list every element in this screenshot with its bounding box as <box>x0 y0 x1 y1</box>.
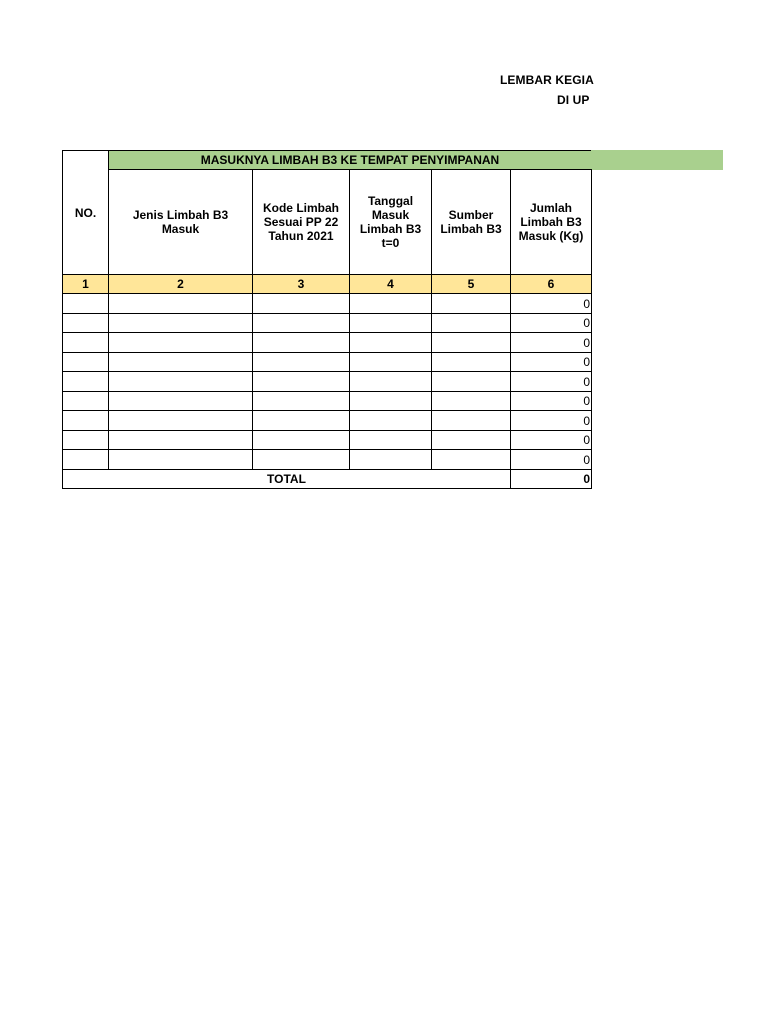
table-cell-jenis[interactable] <box>108 391 253 411</box>
table-cell-sumber[interactable] <box>431 449 511 470</box>
table-cell-sumber[interactable] <box>431 352 511 372</box>
table-cell-no[interactable] <box>62 332 109 353</box>
table-cell-jenis[interactable] <box>108 293 253 314</box>
table-cell-jumlah[interactable]: 0 <box>510 332 592 353</box>
table-cell-tanggal[interactable] <box>349 313 432 333</box>
table-cell-sumber[interactable] <box>431 332 511 353</box>
table-cell-kode[interactable] <box>252 371 350 392</box>
table-cell-no[interactable] <box>62 371 109 392</box>
group-header-band-extension <box>591 150 723 170</box>
table-cell-no[interactable] <box>62 352 109 372</box>
table-cell-jenis[interactable] <box>108 371 253 392</box>
header-jumlah: Jumlah Limbah B3 Masuk (Kg) <box>510 169 592 275</box>
table-cell-jenis[interactable] <box>108 410 253 431</box>
table-cell-no[interactable] <box>62 293 109 314</box>
table-cell-sumber[interactable] <box>431 430 511 450</box>
table-cell-no[interactable] <box>62 430 109 450</box>
table-cell-kode[interactable] <box>252 391 350 411</box>
table-cell-kode[interactable] <box>252 410 350 431</box>
table-cell-jumlah[interactable]: 0 <box>510 352 592 372</box>
table-cell-kode[interactable] <box>252 449 350 470</box>
table-cell-tanggal[interactable] <box>349 332 432 353</box>
table-cell-tanggal[interactable] <box>349 352 432 372</box>
table-cell-jenis[interactable] <box>108 332 253 353</box>
table-cell-jumlah[interactable]: 0 <box>510 371 592 392</box>
total-value: 0 <box>510 469 592 489</box>
table-cell-jenis[interactable] <box>108 430 253 450</box>
column-number-1: 1 <box>62 274 109 294</box>
table-cell-sumber[interactable] <box>431 313 511 333</box>
table-cell-tanggal[interactable] <box>349 410 432 431</box>
table-cell-tanggal[interactable] <box>349 371 432 392</box>
table-cell-tanggal[interactable] <box>349 449 432 470</box>
table-cell-kode[interactable] <box>252 430 350 450</box>
table-cell-jenis[interactable] <box>108 352 253 372</box>
table-cell-tanggal[interactable] <box>349 293 432 314</box>
table-cell-jumlah[interactable]: 0 <box>510 430 592 450</box>
table-cell-tanggal[interactable] <box>349 430 432 450</box>
column-number-2: 2 <box>108 274 253 294</box>
table-cell-kode[interactable] <box>252 313 350 333</box>
table-cell-no[interactable] <box>62 313 109 333</box>
table-cell-no[interactable] <box>62 449 109 470</box>
document-title-line1: LEMBAR KEGIA <box>500 73 594 87</box>
column-number-6: 6 <box>510 274 592 294</box>
header-no: NO. <box>62 150 109 275</box>
table-cell-sumber[interactable] <box>431 293 511 314</box>
table-cell-sumber[interactable] <box>431 371 511 392</box>
group-header: MASUKNYA LIMBAH B3 KE TEMPAT PENYIMPANAN <box>108 150 592 170</box>
header-sumber: Sumber Limbah B3 <box>431 169 511 275</box>
table-cell-no[interactable] <box>62 391 109 411</box>
table-cell-no[interactable] <box>62 410 109 431</box>
table-cell-kode[interactable] <box>252 293 350 314</box>
column-number-3: 3 <box>252 274 350 294</box>
header-tanggal: Tanggal Masuk Limbah B3 t=0 <box>349 169 432 275</box>
header-kode: Kode Limbah Sesuai PP 22 Tahun 2021 <box>252 169 350 275</box>
table-cell-jumlah[interactable]: 0 <box>510 391 592 411</box>
table-cell-jenis[interactable] <box>108 449 253 470</box>
table-cell-jumlah[interactable]: 0 <box>510 449 592 470</box>
header-jenis: Jenis Limbah B3 Masuk <box>108 169 253 275</box>
table-cell-jumlah[interactable]: 0 <box>510 293 592 314</box>
table-cell-sumber[interactable] <box>431 410 511 431</box>
table-cell-kode[interactable] <box>252 352 350 372</box>
table-cell-jumlah[interactable]: 0 <box>510 313 592 333</box>
document-title-line2: DI UP <box>557 93 590 107</box>
table-cell-tanggal[interactable] <box>349 391 432 411</box>
total-label: TOTAL <box>62 469 511 489</box>
table-cell-sumber[interactable] <box>431 391 511 411</box>
table-cell-kode[interactable] <box>252 332 350 353</box>
table-cell-jenis[interactable] <box>108 313 253 333</box>
column-number-5: 5 <box>431 274 511 294</box>
column-number-4: 4 <box>349 274 432 294</box>
table-cell-jumlah[interactable]: 0 <box>510 410 592 431</box>
